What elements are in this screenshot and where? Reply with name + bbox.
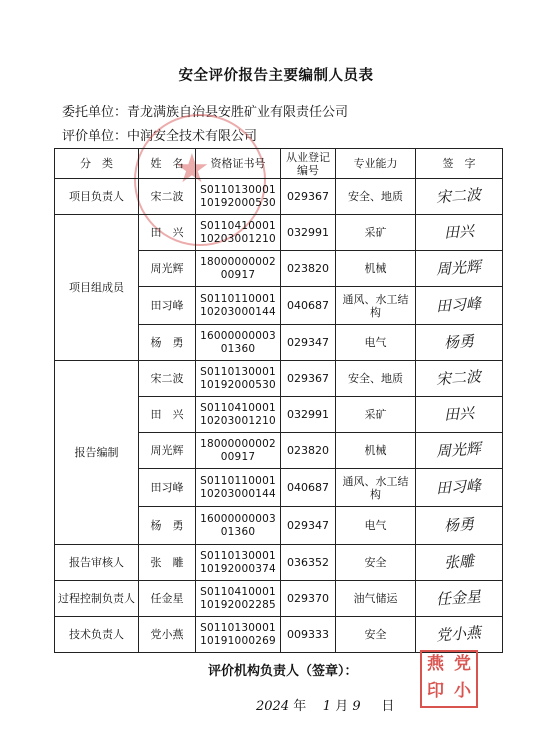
reg-cell: 029347 [281, 325, 336, 361]
date-year-unit: 年 [293, 699, 307, 714]
signer-label: 评价机构负责人（签章）： [208, 664, 358, 679]
reg-cell: 009333 [281, 617, 336, 653]
reg-cell: 032991 [281, 215, 336, 251]
cert-cell: 1800000000200917 [196, 251, 281, 287]
reg-cell: 023820 [281, 251, 336, 287]
category-cell: 过程控制负责人 [55, 581, 139, 617]
signature-cell [416, 179, 503, 215]
date-day-unit: 日 [381, 699, 395, 714]
header-category: 分 类 [55, 149, 139, 179]
ability-cell: 安全 [336, 617, 416, 653]
handwritten-signature: 田习峰 [435, 475, 483, 498]
header-name: 姓 名 [139, 149, 196, 179]
cert-cell: S011011000110203000144 [196, 287, 281, 325]
ability-cell: 安全、地质 [336, 361, 416, 397]
ability-cell: 电气 [336, 325, 416, 361]
client-name: 青龙满族自治县安胜矿业有限责任公司 [127, 105, 349, 120]
header-reg: 从业登记编号 [281, 149, 336, 179]
ability-cell: 机械 [336, 433, 416, 469]
date-year: 2024 [256, 699, 290, 714]
signature-cell [416, 397, 503, 433]
category-cell: 报告编制 [55, 361, 139, 545]
cert-cell: S011041000110192002285 [196, 581, 281, 617]
reg-cell: 040687 [281, 469, 336, 507]
category-cell: 项目组成员 [55, 215, 139, 361]
company-stamp-star: ★ [174, 146, 210, 192]
handwritten-signature: 田兴 [443, 403, 475, 424]
name-cell: 宋二波 [139, 179, 196, 215]
handwritten-signature: 张雕 [443, 551, 475, 572]
name-cell: 田 兴 [139, 397, 196, 433]
date-month: 1 [322, 699, 332, 714]
reg-cell: 036352 [281, 545, 336, 581]
signature-cell [416, 469, 503, 507]
ability-cell: 采矿 [336, 397, 416, 433]
staff-table [54, 148, 503, 653]
signature-cell [416, 325, 503, 361]
cert-cell: S011041000110203001210 [196, 215, 281, 251]
name-cell: 党小燕 [139, 617, 196, 653]
ability-cell: 电气 [336, 507, 416, 545]
cert-cell: S011011000110203000144 [196, 469, 281, 507]
signature-cell [416, 545, 503, 581]
name-cell: 田习峰 [139, 287, 196, 325]
name-cell: 张 雕 [139, 545, 196, 581]
seal-char: 小 [454, 681, 471, 701]
reg-cell: 023820 [281, 433, 336, 469]
signature-cell [416, 433, 503, 469]
cert-cell: 1600000000301360 [196, 507, 281, 545]
handwritten-signature: 杨勇 [443, 331, 475, 352]
cert-cell: S011041000110203001210 [196, 397, 281, 433]
handwritten-signature: 宋二波 [435, 366, 483, 389]
table-header-row [55, 149, 503, 179]
ability-cell: 采矿 [336, 215, 416, 251]
seal-char: 印 [427, 681, 444, 701]
staff-table-body [55, 179, 503, 653]
cert-cell: 1600000000301360 [196, 325, 281, 361]
reg-cell: 029367 [281, 179, 336, 215]
handwritten-signature: 田习峰 [435, 293, 483, 316]
date-day: 9 [352, 699, 361, 714]
table-row [55, 215, 503, 251]
header-ability: 专业能力 [336, 149, 416, 179]
category-cell: 技术负责人 [55, 617, 139, 653]
signature-cell [416, 617, 503, 653]
cert-cell: S011013000110192000374 [196, 545, 281, 581]
handwritten-signature: 宋二波 [435, 184, 483, 207]
document-title: 安全评价报告主要编制人员表 [178, 68, 374, 84]
evaluator-line [62, 125, 257, 144]
table-row [55, 179, 503, 215]
ability-cell: 通风、水工结构 [336, 469, 416, 507]
reg-cell: 029370 [281, 581, 336, 617]
client-line [62, 101, 348, 120]
name-cell: 杨 勇 [139, 507, 196, 545]
name-cell: 周光辉 [139, 433, 196, 469]
name-cell: 宋二波 [139, 361, 196, 397]
name-cell: 田习峰 [139, 469, 196, 507]
signature-cell [416, 507, 503, 545]
name-cell: 田 兴 [139, 215, 196, 251]
evaluator-label: 评价单位： [62, 129, 128, 144]
handwritten-signature: 任金星 [435, 586, 483, 609]
category-cell: 项目负责人 [55, 179, 139, 215]
cert-cell: S011013000110191000269 [196, 617, 281, 653]
cert-cell: 1800000000200917 [196, 433, 281, 469]
date-line [256, 695, 394, 714]
header-signature: 签 字 [416, 149, 503, 179]
client-label: 委托单位： [62, 105, 128, 120]
table-row [55, 581, 503, 617]
handwritten-signature: 周光辉 [435, 256, 483, 279]
seal-char: 党 [454, 654, 471, 674]
date-month-unit: 月 [335, 699, 349, 714]
name-cell: 周光辉 [139, 251, 196, 287]
handwritten-signature: 田兴 [443, 221, 475, 242]
signature-cell [416, 215, 503, 251]
name-cell: 任金星 [139, 581, 196, 617]
personal-seal [420, 650, 478, 708]
table-row [55, 361, 503, 397]
header-cert: 资格证书号 [196, 149, 281, 179]
cert-cell: S011013000110192000530 [196, 179, 281, 215]
ability-cell: 安全 [336, 545, 416, 581]
signature-cell [416, 287, 503, 325]
reg-cell: 029367 [281, 361, 336, 397]
ability-cell: 通风、水工结构 [336, 287, 416, 325]
reg-cell: 032991 [281, 397, 336, 433]
reg-cell: 040687 [281, 287, 336, 325]
handwritten-signature: 杨勇 [443, 514, 475, 535]
name-cell: 杨 勇 [139, 325, 196, 361]
category-cell: 报告审核人 [55, 545, 139, 581]
signature-cell [416, 251, 503, 287]
table-row [55, 617, 503, 653]
reg-cell: 029347 [281, 507, 336, 545]
cert-cell: S011013000110192000530 [196, 361, 281, 397]
handwritten-signature: 周光辉 [435, 438, 483, 461]
table-row [55, 545, 503, 581]
ability-cell: 机械 [336, 251, 416, 287]
seal-char: 燕 [427, 654, 444, 674]
handwritten-signature: 党小燕 [435, 622, 483, 645]
ability-cell: 油气储运 [336, 581, 416, 617]
ability-cell: 安全、地质 [336, 179, 416, 215]
signature-cell [416, 581, 503, 617]
evaluator-name: 中润安全技术有限公司 [127, 129, 258, 144]
signature-cell [416, 361, 503, 397]
